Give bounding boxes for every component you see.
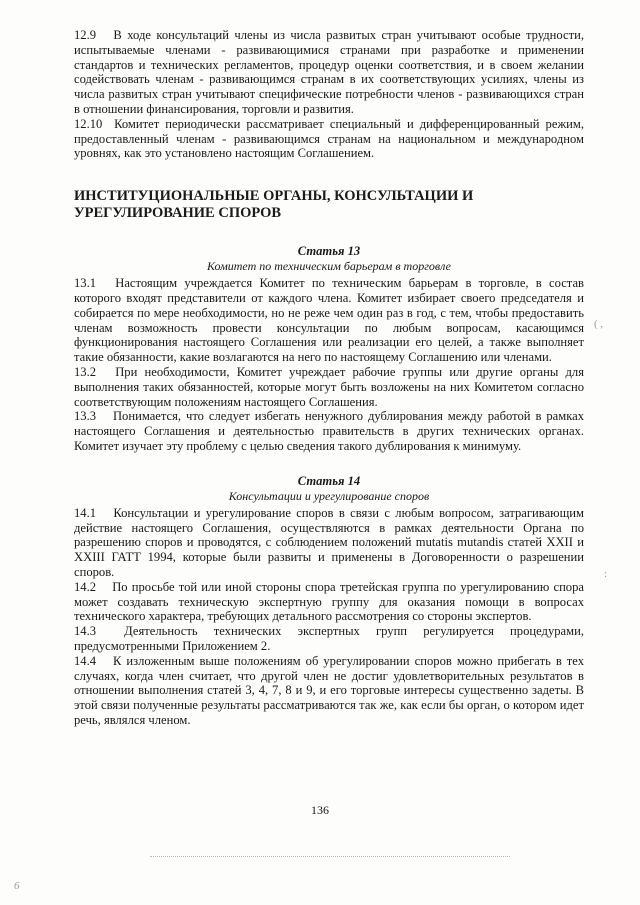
scan-artifact-line [150,856,510,857]
paragraph-number: 12.10 [74,116,103,131]
paragraph-number: 14.1 [74,505,97,520]
paragraph-14-4 [74,654,584,728]
margin-mark: : [604,568,608,580]
article-14 [74,474,584,728]
section-title: ИНСТИТУЦИОНАЛЬНЫЕ ОРГАНЫ, КОНСУЛЬТАЦИИ И УРЕГУЛИРОВАНИЕ СПОРОВ [74,188,474,222]
paragraph-text: Консультации и урегулирование споров в связи с любым вопросом, затрагивающим действие настоящего Соглашения, осуществляются в рамках деятельности Органа по разрешению споров и проводятся, с соблюдением положений mutatis mutandis статей XXII и XXIII ГАТТ 1994, которые были развиты и применены в Договоренности о разрешении споров. [74,505,584,579]
paragraph-text: Комитет периодически рассматривает специальный и дифференцированный режим, предоставленный членам - развивающимся странам на национальном и международном уровнях, как это установлено настоящим Соглашением. [74,116,584,161]
margin-mark: ( , [594,318,604,330]
paragraph-text: По просьбе той или иной стороны спора третейская группа по урегулированию спора может создавать техническую экспертную группу для оказания помощи в вопросах технического характера, требующих детального рассмотрения со стороны экспертов. [74,579,584,624]
paragraph-13-2 [74,365,584,409]
paragraph-number: 12.9 [74,28,97,42]
paragraph-14-1 [74,506,584,580]
article-13-title: Статья 13 [297,244,361,259]
paragraph-14-3 [74,624,584,654]
paragraph-text: В ходе консультаций члены из числа развитых стран учитывают особые трудности, испытываемые членами - развивающимися странами при разработке и применении стандартов и технических регламентов, процедур оценки соответствия, и в своем желании содействовать членам - развивающимся странам в их соответствующих усилиях, члены из числа развитых стран учитывают специфические потребности членов - развивающихся стран в отношении финансирования, торговли и развития. [74,28,584,116]
paragraph-number: 13.2 [74,364,97,379]
article-13-subtitle: Комитет по техническим барьерам в торговле [207,259,451,274]
article-13 [74,244,584,454]
paragraph-12-9 [74,28,584,117]
document-page [74,28,584,728]
paragraph-number: 14.2 [74,579,97,594]
paragraph-text: К изложенным выше положениям об урегулировании споров можно прибегать в тех случаях, когда член считает, что другой член не достиг удовлетворительных результатов в отношении выполнения статей 3, 4, 7, 8 и 9, и его торговые интересы существенно задеты. В этой связи полученные результаты рассматриваются так же, как если бы орган, о котором идет речь, являлся членом. [74,653,584,727]
paragraph-text: При необходимости, Комитет учреждает рабочие группы или другие органы для выполнения таких обязанностей, которые могут быть возложены на них Комитетом согласно соответствующим положениям настоящего Соглашения. [74,364,584,409]
paragraph-12-10 [74,117,584,161]
paragraph-text: Понимается, что следует избегать ненужного дублирования между работой в рамках настоящего Соглашения и деятельностью правительств в других технических органах. Комитет изучает эту проблему с целью сведения такого дублирования к минимуму. [74,409,585,453]
paragraph-number: 13.1 [74,276,97,291]
article-14-title: Статья 14 [297,473,361,488]
paragraph-number: 13.3 [74,409,97,424]
corner-mark: 6 [14,880,20,892]
page-number: 136 [311,803,329,817]
article-14-subtitle: Консультации и урегулирование споров [228,488,430,503]
paragraph-number: 14.4 [74,653,97,668]
paragraph-13-3 [74,409,584,453]
paragraph-14-2 [74,580,584,624]
paragraph-text: Настоящим учреждается Комитет по техническим барьерам в торговле, в состав которого входят представители от каждого члена. Комитет избирает своего председателя и собирается по мере необходимости, но не реже чем один раз в год, с тем, чтобы предоставить членам возможность провести консультации по любым вопросам, касающимся функционирования настоящего Соглашения или реализации его целей, а также выполняет такие обязанности, какие возлагаются на него по настоящему Соглашению или членами. [74,276,584,365]
paragraph-13-1 [74,276,584,365]
paragraph-text: Деятельность технических экспертных групп регулируется процедурами, предусмотренными Приложением 2. [74,624,584,653]
paragraph-number: 14.3 [74,624,97,639]
